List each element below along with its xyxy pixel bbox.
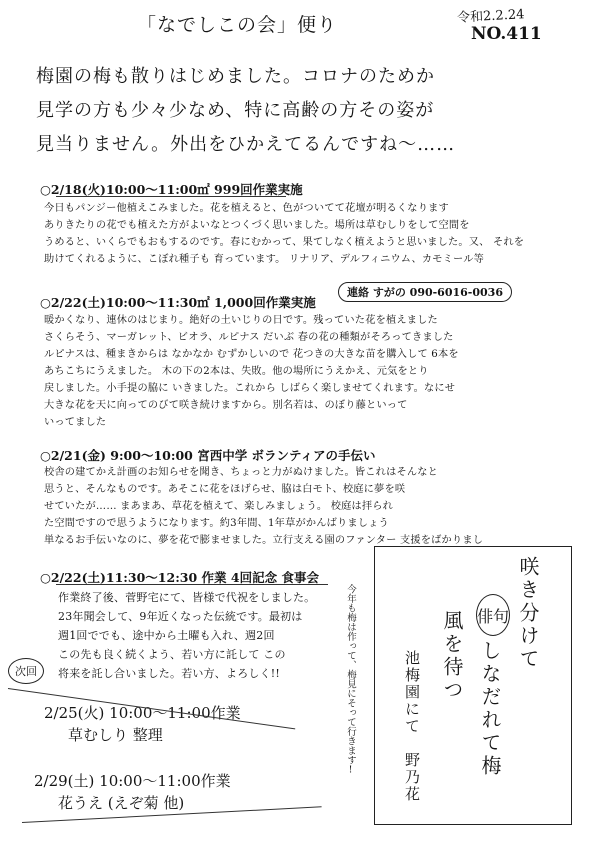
lead-line-1: 梅園の梅も散りはじめました。コロナのためか xyxy=(36,66,435,87)
schedule-item-1 xyxy=(44,702,241,746)
next-time-badge: 次回 xyxy=(8,658,44,684)
section-4-heading: ○2/22(土)11:30〜12:30 作業 4回記念 食事会 xyxy=(40,570,319,585)
section-4-body xyxy=(58,588,348,683)
section-4-line: 作業終了後、菅野宅にて、皆様で代祝をしました。 xyxy=(58,591,316,604)
section-2-body xyxy=(44,312,569,431)
section-2-line: あちこちにうえました。 木の下の2本は、失敗。他の場所にうえかえ、元気をとり xyxy=(44,366,429,377)
section-1-line: うめると、いくらでもおもするのです。春にむかって、果てしなく植えようと思いました。又、 それを xyxy=(44,237,525,248)
lead-line-2: 見学の方も少々少なめ、特に高齢の方その姿が xyxy=(36,100,435,121)
section-1-line: 今日もパンジー他植えこみました。花を植えると、色がついてて花壇が明るくなります xyxy=(44,203,449,214)
section-4-line: 将来を託し合いました。若い方、よろしく!! xyxy=(58,667,281,680)
section-4-line: 週1回ででも、途中から土曜も入れ、週2回 xyxy=(58,629,275,642)
schedule-item-1-time: 2/25(火) 10:00〜11:00作業 xyxy=(44,704,241,722)
section-4-line: この先も良く続くよう、若い方に託して この xyxy=(58,648,286,661)
haiku-line-2: しなだれて梅 xyxy=(478,640,502,778)
haiku-line-1: 咲き分けて xyxy=(516,556,540,671)
section-4-underline xyxy=(56,584,328,585)
side-note: 今年も梅は作って、梅見にそって行きます! xyxy=(345,584,356,776)
haiku-line-3: 風を待つ xyxy=(440,610,464,702)
section-2-line: さくらそう、マーガレット、ビオラ、ルピナス だいぶ 春の花の種類がそろってきました xyxy=(44,332,454,343)
schedule-item-2-time: 2/29(土) 10:00〜11:00作業 xyxy=(34,772,231,790)
schedule-item-2 xyxy=(34,770,231,814)
section-2-line: 戻しました。小手提の脇に いきました。これから しばらく楽しませてくれます。なにせ xyxy=(44,383,456,394)
section-3-line: 単なるお手伝いなのに、夢を花で膨ませました。立行支える園のファンター 支援をばかりまし xyxy=(44,535,484,546)
section-3-heading: ○2/21(金) 9:00〜10:00 宮西中学 ボランティアの手伝い xyxy=(40,448,376,463)
section-3-body xyxy=(44,464,569,549)
section-1-line: ありきたりの花でも植えた方がよいなとつくづく思いました。場所は草むしりをして空間を xyxy=(44,220,470,231)
section-2-line: いってました xyxy=(44,417,107,428)
newsletter-title: 「なでしこの会」便り xyxy=(137,14,338,36)
section-3-line: せていたが…… まあまあ、草花を植えて、楽しみましょう。 校庭は拝られ xyxy=(44,501,394,512)
section-2-line: 大きな花を天に向ってのびて咲き続けますから。別名若は、のぼり藤といって xyxy=(44,400,408,411)
section-2-line: ルピナスは、種まきからは なかなか むずかしいので 花つきの大きな苗を購入して 6本を xyxy=(44,349,459,360)
schedule-item-1-task: 草むしり 整理 xyxy=(68,726,163,744)
issue-date: 令和2.2.24 xyxy=(456,7,525,26)
section-4-line: 23年聞会して、9年近くなった伝統です。最初は xyxy=(58,610,303,623)
section-2-heading: ○2/22(土)10:00〜11:30㎡ 1,000回作業実施 xyxy=(40,295,316,310)
schedule-item-2-task: 花うえ (えぞ菊 他) xyxy=(58,794,185,812)
section-3-line: 校舎の建てかえ計画のお知らせを聞き、ちょっと力がぬけました。皆これはそんなと xyxy=(44,467,439,478)
section-2-line: 暖かくなり、連休のはじまり。絶好の土いじりの日です。残っていた花を植えました xyxy=(44,315,438,326)
haiku-badge: 俳句 xyxy=(476,594,510,636)
section-1-line: 助けてくれるように、こぼれ種子も 育っています。 リナリア、デルフィニウム、カモミール等 xyxy=(44,254,484,265)
section-1-underline xyxy=(56,196,286,197)
lead-line-3: 見当りません。外出をひかえてるんですね〜…… xyxy=(36,134,456,155)
contact-phone-note: 連絡 すがの 090-6016-0036 xyxy=(338,282,512,302)
section-1-heading: ○2/18(火)10:00〜11:00㎡ 999回作業実施 xyxy=(40,182,303,197)
issue-number: NO.411 xyxy=(471,24,542,44)
section-1-body xyxy=(44,200,569,268)
section-3-line: た空間ですので思うようになります。約3年間、1年草がかんばりましょう xyxy=(44,518,389,529)
section-3-line: 思うと、そんなものです。あそこに花をほげらせ、脇は白モト、校庭に夢を咲 xyxy=(44,484,406,495)
haiku-author: 野乃花 xyxy=(403,752,421,803)
haiku-place: 池梅園にて xyxy=(403,650,421,735)
